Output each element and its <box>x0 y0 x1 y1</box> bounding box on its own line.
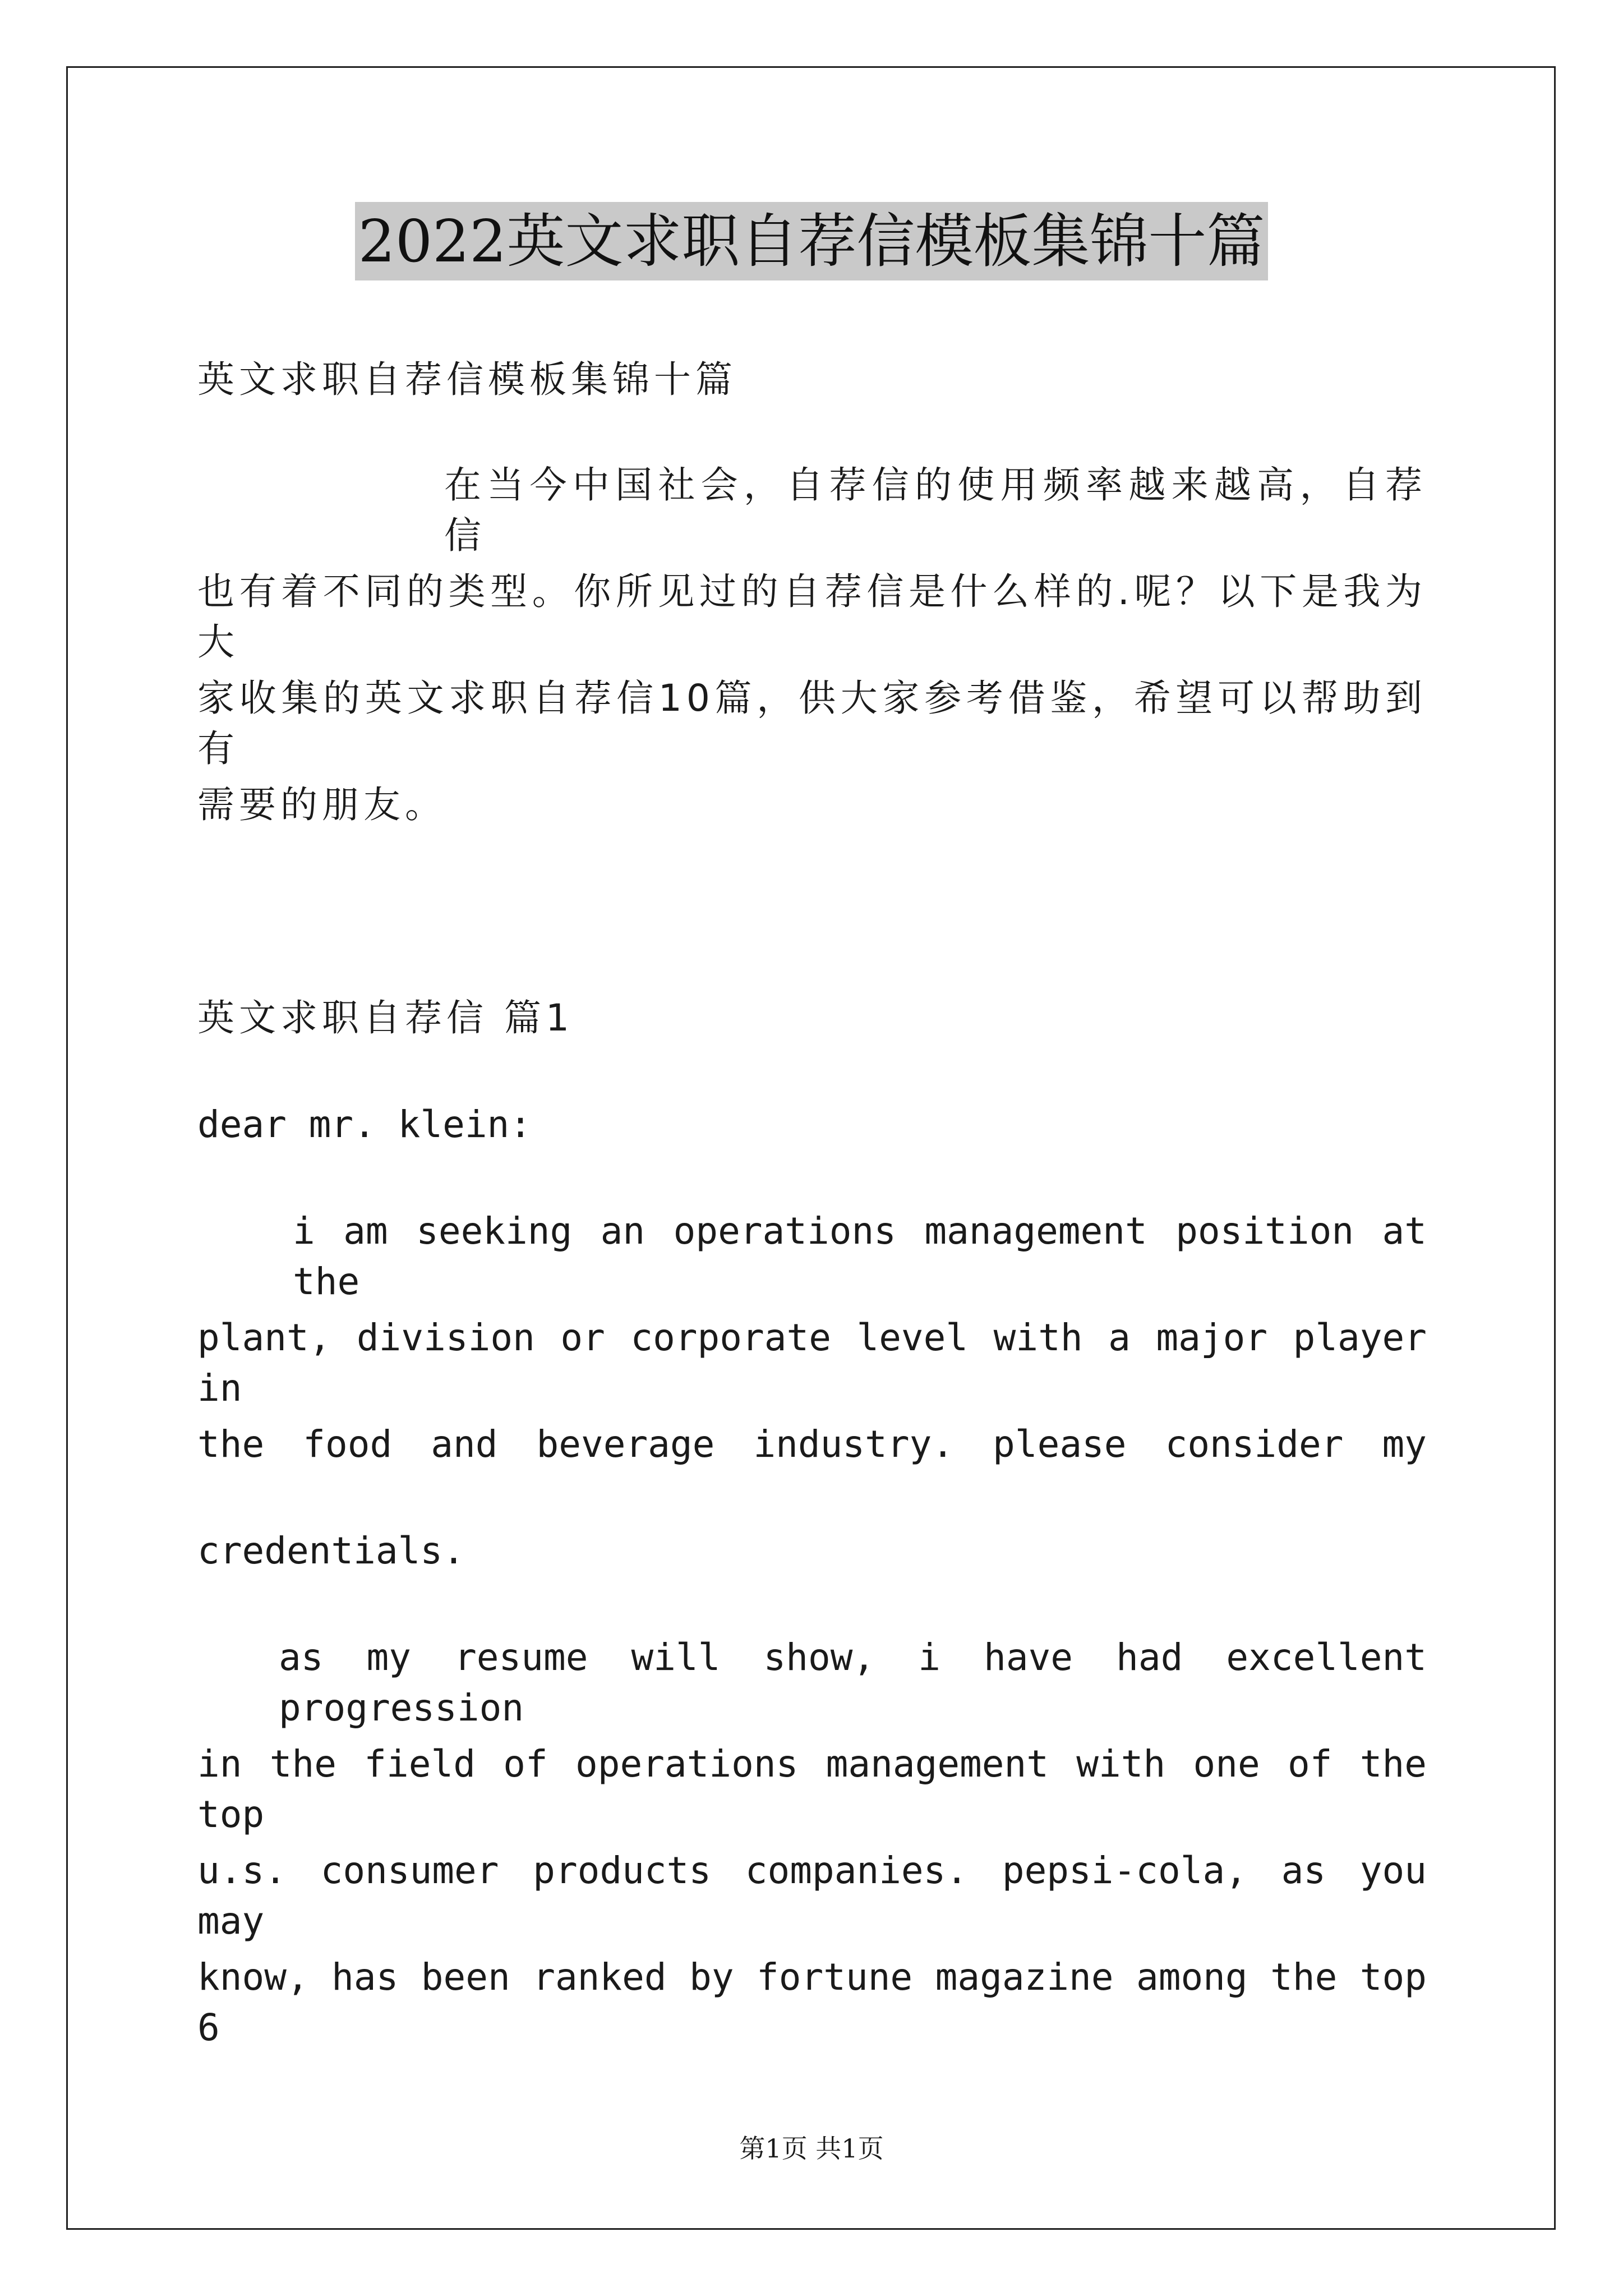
paragraph-line: credentials. <box>197 1529 465 1572</box>
paragraph-line: plant, division or corporate level with a major player in <box>197 1316 1427 1410</box>
paragraph-line: u.s. consumer products companies. pepsi-cola, as you may <box>197 1849 1427 1943</box>
section-heading: 英文求职自荐信 篇1 <box>197 996 574 1039</box>
document-title: 2022英文求职自荐信模板集锦十篇 <box>355 202 1269 280</box>
paragraph-line: the food and beverage industry. please consider my <box>197 1423 1427 1466</box>
intro-line: 在当今中国社会，自荐信的使用频率越来越高，自荐信 <box>444 463 1427 557</box>
title-container <box>0 202 1623 280</box>
paragraph-line: in the field of operations management with one of the top <box>197 1742 1427 1836</box>
intro-line: 也有着不同的类型。你所见过的自荐信是什么样的.呢？以下是我为大 <box>197 570 1427 664</box>
paragraph-line: know, has been ranked by fortune magazine among the top 6 <box>197 1955 1427 2049</box>
intro-line: 家收集的英文求职自荐信10篇，供大家参考借鉴，希望可以帮助到有 <box>197 677 1427 770</box>
intro-line: 需要的朋友。 <box>197 783 446 826</box>
salutation: dear mr. klein: <box>197 1103 532 1146</box>
subtitle: 英文求职自荐信模板集锦十篇 <box>197 358 737 401</box>
paragraph-line: as my resume will show, i have had excellent progression <box>279 1636 1427 1729</box>
paragraph-line: i am seeking an operations management position at the <box>293 1209 1427 1303</box>
page-footer: 第1页 共1页 <box>739 2133 884 2164</box>
